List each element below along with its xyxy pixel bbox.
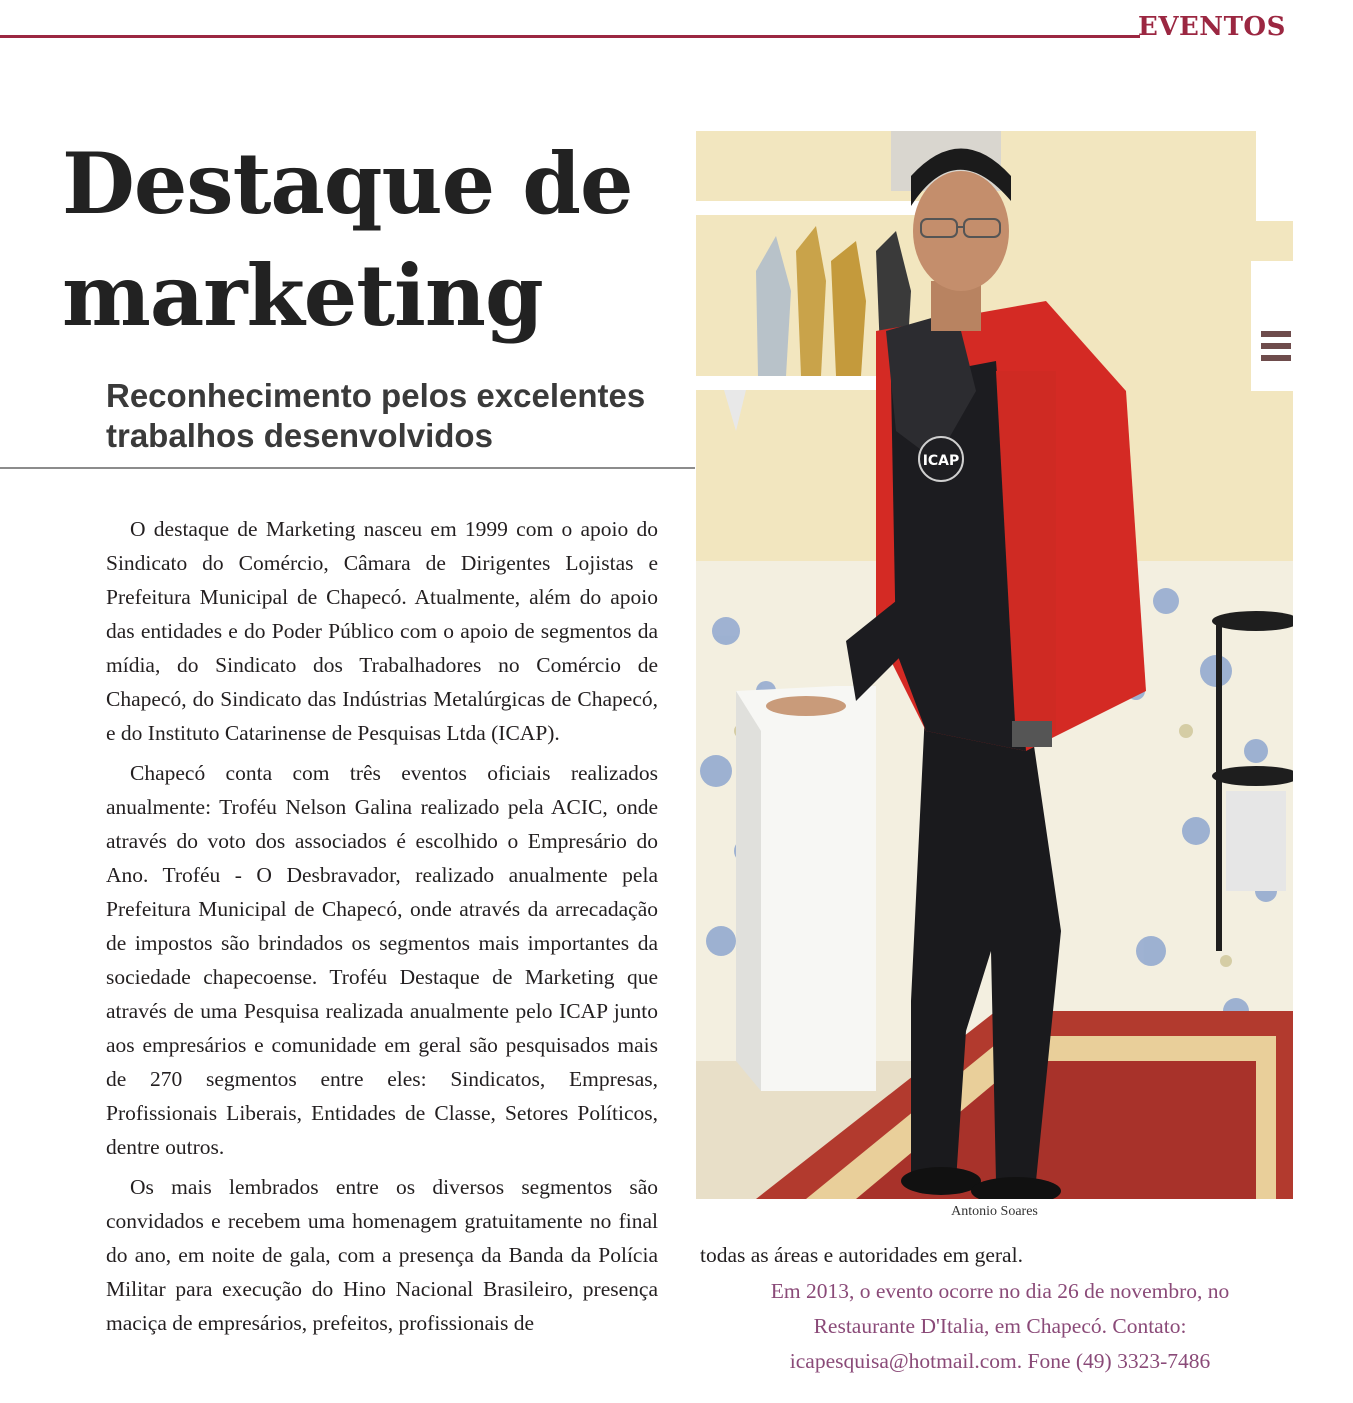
article-continuation bbox=[700, 1238, 1300, 1272]
article-subtitle-line-1: Reconhecimento pelos excelentes bbox=[106, 377, 646, 414]
article-body bbox=[106, 512, 658, 1346]
photo-illustration bbox=[696, 131, 1293, 1199]
jacket-logo: ICAP bbox=[922, 453, 960, 469]
event-info bbox=[700, 1274, 1300, 1379]
article-subtitle-line-2: trabalhos desenvolvidos bbox=[106, 417, 493, 454]
event-info-line-2: Restaurante D'Italia, em Chapecó. Contato: bbox=[813, 1314, 1187, 1338]
section-label: EVENTOS bbox=[1138, 12, 1286, 42]
article-paragraph: Chapecó conta com três eventos oficiais realizados anualmente: Troféu Nelson Galina realizado pela ACIC, onde através do voto dos associados é escolhido o Empresário do Ano. Troféu - O Desbravador, realizado anualmente pela Prefeitura Municipal de Chapecó, onde através da arrecadação de impostos são brindados os segmentos mais importantes da sociedade chapecoense. Troféu Destaque de Marketing que através de uma Pesquisa realizada anualmente pelo ICAP junto aos empresários e comunidade em geral são pesquisados mais de 270 segmentos entre eles: Sindicatos, Empresas, Profissionais Liberais, Entidades de Classe, Setores Políticos, dentre outros. bbox=[106, 761, 658, 1159]
subtitle-divider bbox=[0, 467, 695, 469]
article-paragraph: Os mais lembrados entre os diversos segmentos são convidados e recebem uma homenagem gratuitamente no final do ano, em noite de gala, com a presença da Banda da Polícia Militar para execução do Hino Nacional Brasileiro, presença maciça de empresários, prefeitos, profissionais de bbox=[106, 1175, 658, 1335]
article-subtitle bbox=[106, 376, 686, 456]
event-info-line-1: Em 2013, o evento ocorre no dia 26 de novembro, no bbox=[770, 1279, 1230, 1303]
section-header-rule bbox=[0, 35, 1140, 38]
article-photo bbox=[696, 131, 1293, 1199]
event-info-line-3: icapesquisa@hotmail.com. Fone (49) 3323-7486 bbox=[789, 1349, 1211, 1373]
article-title-line-2: marketing bbox=[62, 246, 543, 345]
article-paragraph: O destaque de Marketing nasceu em 1999 com o apoio do Sindicato do Comércio, Câmara de Dirigentes Lojistas e Prefeitura Municipal de Chapecó. Atualmente, além do apoio das entidades e do Poder Público com o apoio de segmentos da mídia, do Sindicato dos Trabalhadores no Comércio de Chapecó, do Sindicato das Indústrias Metalúrgicas de Chapecó, e do Instituto Catarinense de Pesquisas Ltda (ICAP). bbox=[106, 517, 658, 745]
article-title bbox=[62, 128, 692, 352]
photo-caption: Antonio Soares bbox=[951, 1204, 1038, 1219]
continuation-text: todas as áreas e autoridades em geral. bbox=[700, 1243, 1023, 1267]
article-title-line-1: Destaque de bbox=[62, 134, 633, 233]
